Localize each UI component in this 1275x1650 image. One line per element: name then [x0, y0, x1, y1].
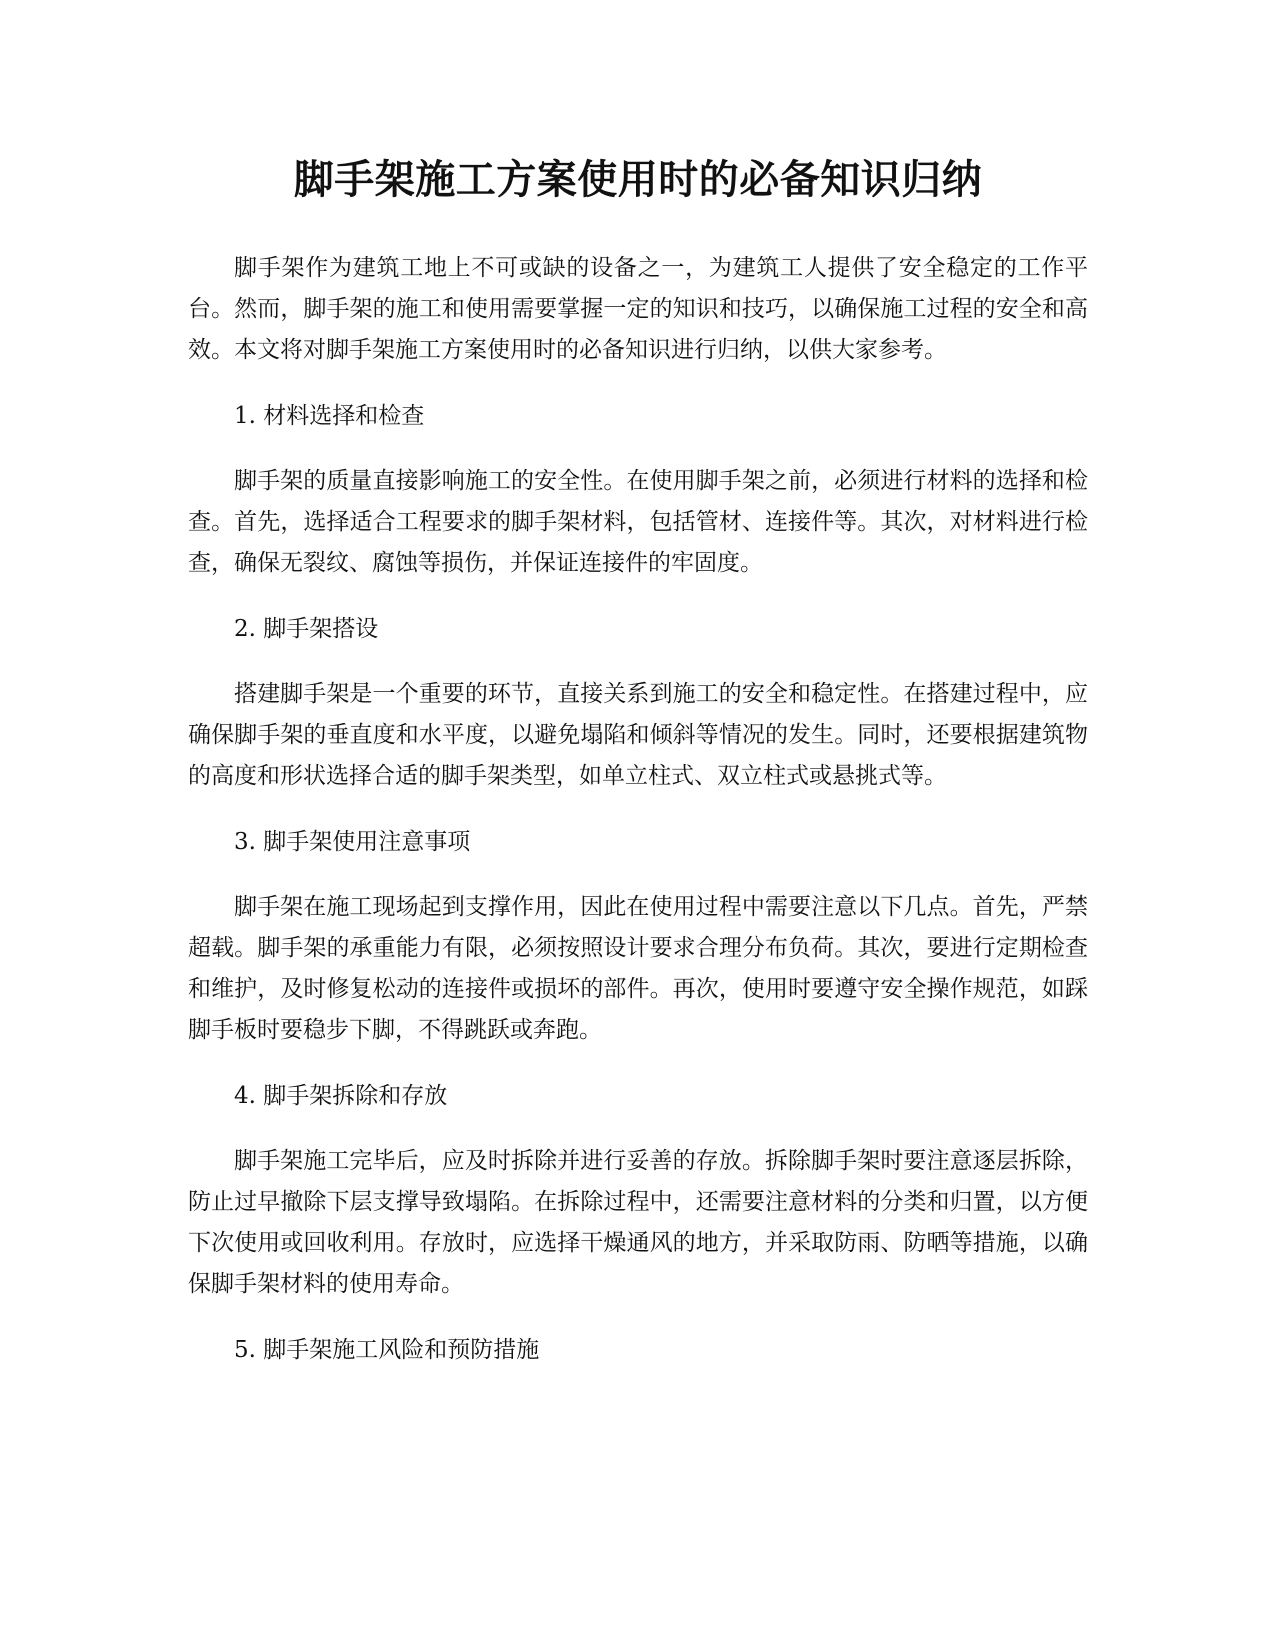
section-body-4: 脚手架施工完毕后，应及时拆除并进行妥善的存放。拆除脚手架时要注意逐层拆除，防止过早撤除下层支撑导致塌陷。在拆除过程中，还需要注意材料的分类和归置，以方便下次使用或回收利用。存放时，应选择干燥通风的地方，并采取防雨、防晒等措施，以确保脚手架材料的使用寿命。	[188, 1148, 1088, 1297]
section-heading-5: 5. 脚手架施工风险和预防措施	[234, 1337, 540, 1363]
section-heading-1: 1. 材料选择和检查	[234, 403, 425, 429]
section-body-3: 脚手架在施工现场起到支撑作用，因此在使用过程中需要注意以下几点。首先，严禁超载。脚手架的承重能力有限，必须按照设计要求合理分布负荷。其次，要进行定期检查和维护，及时修复松动的连接件或损坏的部件。再次，使用时要遵守安全操作规范，如踩脚手板时要稳步下脚，不得跳跃或奔跑。	[188, 894, 1088, 1043]
document-page	[188, 150, 1088, 1395]
section-body-2: 搭建脚手架是一个重要的环节，直接关系到施工的安全和稳定性。在搭建过程中，应确保脚手架的垂直度和水平度，以避免塌陷和倾斜等情况的发生。同时，还要根据建筑物的高度和形状选择合适的脚手架类型，如单立柱式、双立柱式或悬挑式等。	[188, 681, 1088, 789]
document-title: 脚手架施工方案使用时的必备知识归纳	[293, 157, 983, 203]
section-heading-2: 2. 脚手架搭设	[234, 616, 379, 642]
intro-paragraph: 脚手架作为建筑工地上不可或缺的设备之一，为建筑工人提供了安全稳定的工作平台。然而，脚手架的施工和使用需要掌握一定的知识和技巧，以确保施工过程的安全和高效。本文将对脚手架施工方案使用时的必备知识进行归纳，以供大家参考。	[188, 255, 1088, 363]
section-body-1: 脚手架的质量直接影响施工的安全性。在使用脚手架之前，必须进行材料的选择和检查。首先，选择适合工程要求的脚手架材料，包括管材、连接件等。其次，对材料进行检查，确保无裂纹、腐蚀等损伤，并保证连接件的牢固度。	[188, 468, 1088, 576]
section-heading-3: 3. 脚手架使用注意事项	[234, 829, 471, 855]
section-heading-4: 4. 脚手架拆除和存放	[234, 1083, 448, 1109]
